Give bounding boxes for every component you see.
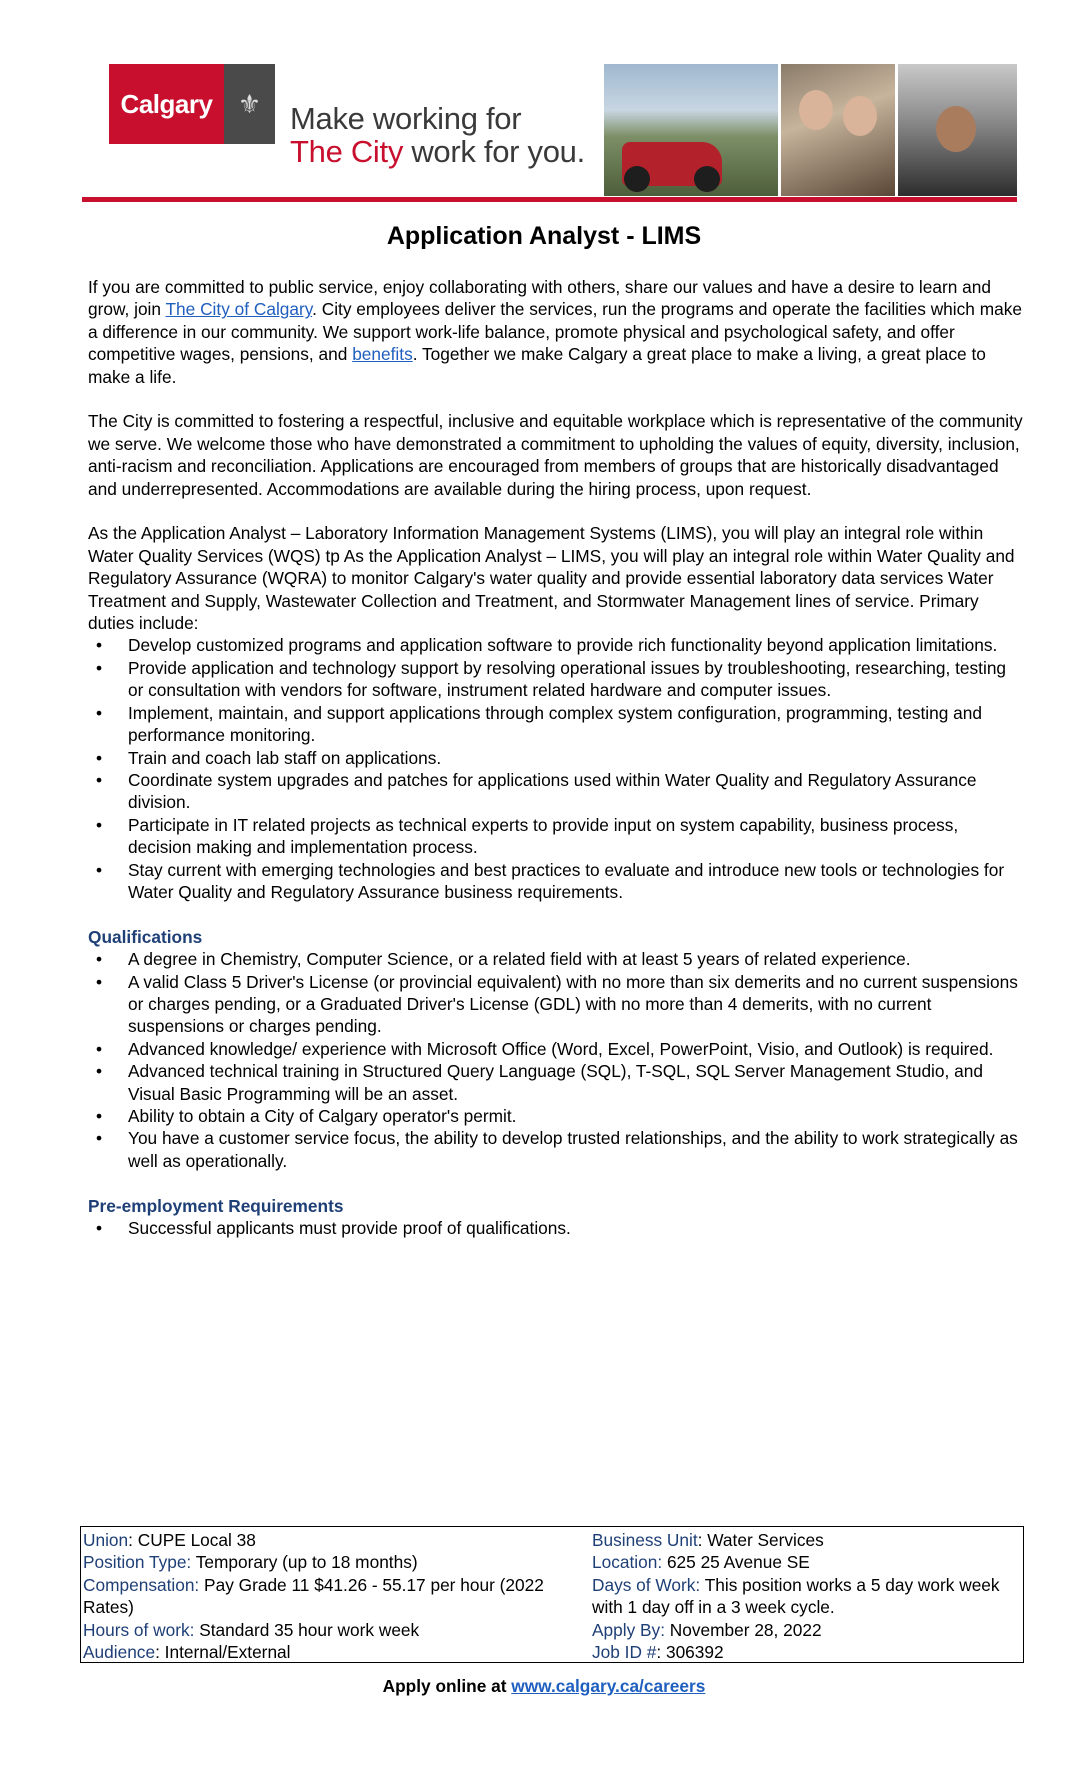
business-unit-row [592, 1529, 1012, 1551]
person-face [799, 90, 833, 130]
header-divider [82, 197, 1017, 202]
business-unit-value: : Water Services [697, 1530, 824, 1550]
compensation-row [83, 1574, 563, 1619]
tagline-line2 [290, 135, 585, 168]
benefits-link[interactable]: benefits [352, 344, 413, 365]
job-id-label: Job ID # [592, 1642, 657, 1663]
tagline-line1: Make working for [290, 101, 522, 136]
job-info-box [80, 1526, 1024, 1663]
info-column-left [83, 1529, 563, 1663]
business-unit-label: Business Unit [592, 1530, 698, 1550]
pre-employment-heading: Pre-employment Requirements [88, 1195, 344, 1216]
job-id-row [592, 1641, 1012, 1663]
compensation-value: Pay Grade 11 $41.26 - 55.17 per hour (2022 Rates) [83, 1574, 544, 1618]
apply-by-row [592, 1619, 1012, 1641]
list-item: • You have a customer service focus, the ability to develop trusted relationships, and the ability to work strategically as well as operationally. [88, 1127, 1023, 1172]
info-column-right [592, 1529, 1012, 1663]
hours-label: Hours of work: [83, 1619, 195, 1640]
location-row [592, 1551, 1012, 1573]
qualifications-heading: Qualifications [88, 926, 203, 947]
position-row [83, 1551, 563, 1573]
hours-row [83, 1619, 563, 1641]
photo-mower-worker [604, 64, 778, 196]
compensation-label: Compensation: [83, 1574, 200, 1595]
list-item: • A valid Class 5 Driver's License (or provincial equivalent) with no more than six demerits and no current suspensions or charges pending, or a Graduated Driver's License (GDL) with no more than 4 demerits, with no current suspensions or charges pending. [88, 971, 1023, 1038]
location-value: 625 25 Avenue SE [662, 1552, 810, 1573]
role-intro-paragraph: As the Application Analyst – Laboratory Information Management Systems (LIMS), you will play an integral role within Water Quality Services (WQS) tp As the Application Analyst – LIMS, you will play an integral role within Water Quality and Regulatory Assurance (WQRA) to monitor Calgary's water quality and provide essential laboratory data services Water Treatment and Supply, Wastewater Collection and Treatment, and Stormwater Management lines of service. Primary duties include: [88, 523, 1015, 634]
qualifications-list [88, 948, 1023, 1172]
list-item: • A degree in Chemistry, Computer Science, or a related field with at least 5 years of related experience. [88, 948, 1023, 970]
logo-wordmark: Calgary [120, 88, 213, 119]
days-row [592, 1574, 1012, 1619]
city-of-calgary-link[interactable]: The City of Calgary [165, 299, 313, 320]
page-title: Application Analyst - LIMS [386, 222, 702, 250]
diversity-paragraph: The City is committed to fostering a respectful, inclusive and equitable workplace which is representative of the community we serve. We welcome those who have demonstrated a commitment to upholding the values of equity, diversity, inclusion, anti-racism and reconciliation. Applications are encouraged from members of groups that are historically disadvantaged and underrepresented. Accommodations are available during the hiring process, upon request. [88, 411, 1023, 499]
intro-text: . Together we make Calgary a great place to make a living, a great place to make a life. [88, 344, 986, 387]
intro-paragraph [88, 276, 1023, 388]
posting-body [88, 276, 1023, 1239]
list-item: • Provide application and technology support by resolving operational issues by troubleshooting, researching, testing or consultation with vendors for software, instrument related hardware and computer issues. [88, 657, 1023, 702]
tagline-rest: work for you. [403, 134, 585, 169]
banner-photos [604, 64, 1017, 196]
union-label: Union [83, 1530, 129, 1550]
intro-text: . City employees deliver the services, run the programs and operate the facilities which make a difference in our community. We support work-life balance, promote physical and psychological safety, and offer competitive wages, pensions, and [88, 299, 1022, 365]
location-label: Location: [592, 1552, 663, 1573]
list-item: • Advanced knowledge/ experience with Microsoft Office (Word, Excel, PowerPoint, Visio, and Outlook) is required. [88, 1038, 1023, 1060]
union-row [83, 1529, 563, 1551]
audience-value: : Internal/External [155, 1642, 291, 1663]
union-value: : CUPE Local 38 [128, 1530, 256, 1550]
list-item: • Successful applicants must provide proof of qualifications. [88, 1217, 1023, 1239]
list-item: • Ability to obtain a City of Calgary operator's permit. [88, 1105, 1023, 1127]
intro-text: If you are committed to public service, enjoy collaborating with others, share our values and have a desire to learn and grow, join [88, 277, 991, 320]
days-label: Days of Work: [592, 1574, 701, 1595]
list-item: • Stay current with emerging technologies and best practices to evaluate and introduce new tools or technologies for Water Quality and Regulatory Assurance business requirements. [88, 859, 1023, 904]
audience-label: Audience [83, 1642, 156, 1663]
photo-transit-driver [898, 64, 1017, 196]
photo-office-workers [781, 64, 895, 196]
apply-by-value: November 28, 2022 [665, 1619, 822, 1640]
days-value: This position works a 5 day work week with 1 day off in a 3 week cycle. [592, 1574, 1000, 1618]
audience-row [83, 1641, 563, 1663]
mower-wheel [624, 166, 650, 192]
person-face [843, 96, 877, 136]
position-label: Position Type: [83, 1552, 192, 1573]
tagline [290, 102, 585, 168]
list-item: • Develop customized programs and application software to provide rich functionality beyond application limitations. [88, 634, 1023, 656]
apply-text: Apply online at [382, 1676, 512, 1696]
crest-icon: ⚜ [224, 64, 275, 144]
mower-wheel [694, 166, 720, 192]
careers-link[interactable]: www.calgary.ca/careers [511, 1676, 706, 1696]
list-item: • Implement, maintain, and support applications through complex system configuration, programming, testing and performance monitoring. [88, 702, 1023, 747]
city-logo[interactable] [109, 64, 275, 144]
list-item: • Train and coach lab staff on applications. [88, 747, 1023, 769]
person-face [936, 106, 976, 152]
list-item: • Advanced technical training in Structured Query Language (SQL), T-SQL, SQL Server Management Studio, and Visual Basic Programming will be an asset. [88, 1060, 1023, 1105]
job-id-value: : 306392 [656, 1642, 724, 1663]
duties-list [88, 634, 1023, 903]
pre-employment-list [88, 1217, 1023, 1239]
hours-value: Standard 35 hour work week [194, 1619, 420, 1640]
header-banner [82, 62, 1017, 198]
position-value: Temporary (up to 18 months) [191, 1552, 418, 1573]
apply-by-label: Apply By: [592, 1619, 665, 1640]
list-item: • Coordinate system upgrades and patches for applications used within Water Quality and Regulatory Assurance division. [88, 769, 1023, 814]
tagline-red: The City [290, 134, 404, 169]
list-item: • Participate in IT related projects as technical experts to provide input on system capability, business process, decision making and implementation process. [88, 814, 1023, 859]
apply-footer [0, 1676, 1088, 1697]
